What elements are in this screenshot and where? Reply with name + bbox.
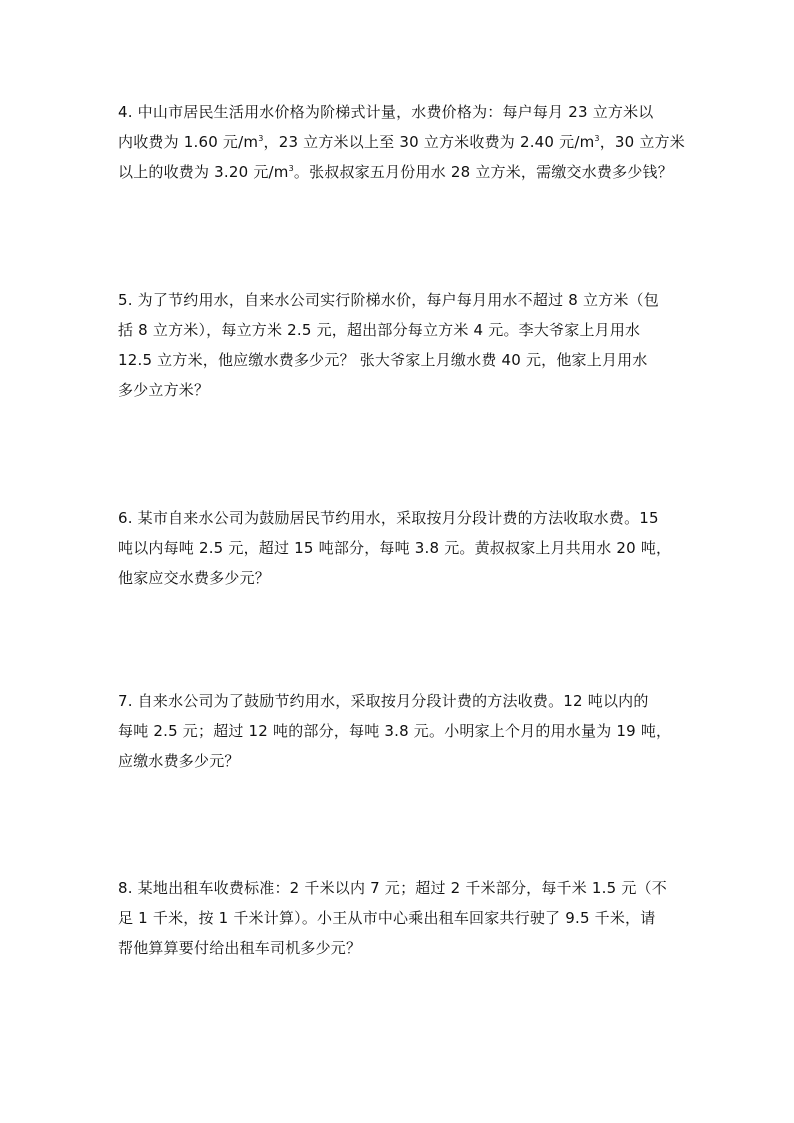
problem-5-line-4: 多少立方米？ xyxy=(118,381,210,399)
problem-8-line-1: 8. 某地出租车收费标准：2 千米以内 7 元；超过 2 千米部分，每千米 1.5 元（不 xyxy=(118,879,667,897)
problem-4-line-2 xyxy=(118,127,698,157)
problem-7-line-2: 每吨 2.5 元；超过 12 吨的部分，每吨 3.8 元。小明家上个月的用水量为 19 吨， xyxy=(118,722,672,740)
problem-6-line-1: 6. 某市自来水公司为鼓励居民节约用水，采取按月分段计费的方法收取水费。15 xyxy=(118,509,659,527)
problem-5-line-3: 12.5 立方米，他应缴水费多少元？ 张大爷家上月缴水费 40 元，他家上月用水 xyxy=(118,351,648,369)
problem-4-line-3 xyxy=(118,157,698,187)
cubic-superscript: 3 xyxy=(288,164,294,173)
problem-7-line-1: 7. 自来水公司为了鼓励节约用水，采取按月分段计费的方法收费。12 吨以内的 xyxy=(118,692,649,710)
cubic-superscript: 3 xyxy=(258,134,264,143)
problem-4-line-2-text-a: 内收费为 1.60 元/m xyxy=(118,133,259,151)
problem-4-line-1-text: 4. 中山市居民生活用水价格为阶梯式计量，水费价格为：每户每月 23 立方米以 xyxy=(118,103,654,121)
problem-8 xyxy=(118,873,698,963)
problem-4-line-2-text-c: ，30 立方米 xyxy=(599,133,685,151)
problem-6-line-2: 吨以内每吨 2.5 元，超过 15 吨部分，每吨 3.8 元。黄叔叔家上月共用水 20 吨， xyxy=(118,539,672,557)
cubic-superscript: 3 xyxy=(594,134,600,143)
problem-8-line-2: 足 1 千米，按 1 千米计算）。小王从市中心乘出租车回家共行驶了 9.5 千米，请 xyxy=(118,909,656,927)
problem-5 xyxy=(118,285,698,405)
problem-8-line-3: 帮他算算要付给出租车司机多少元？ xyxy=(118,939,362,957)
problem-6 xyxy=(118,503,698,593)
problem-7 xyxy=(118,686,698,776)
problem-4-line-1 xyxy=(118,97,698,127)
problem-7-line-3: 应缴水费多少元？ xyxy=(118,752,240,770)
problem-5-line-1: 5. 为了节约用水，自来水公司实行阶梯水价，每户每月用水不超过 8 立方米（包 xyxy=(118,291,659,309)
problem-4-line-2-text-b: ，23 立方米以上至 30 立方米收费为 2.40 元/m xyxy=(263,133,595,151)
problem-5-line-2: 括 8 立方米），每立方米 2.5 元，超出部分每立方米 4 元。李大爷家上月用水 xyxy=(118,321,641,339)
problem-4-line-3-text-a: 以上的收费为 3.20 元/m xyxy=(118,163,289,181)
problem-6-line-3: 他家应交水费多少元？ xyxy=(118,569,271,587)
problem-4-line-3-text-b: 。张叔叔家五月份用水 28 立方米，需缴交水费多少钱？ xyxy=(293,163,673,181)
problem-4 xyxy=(118,97,698,187)
